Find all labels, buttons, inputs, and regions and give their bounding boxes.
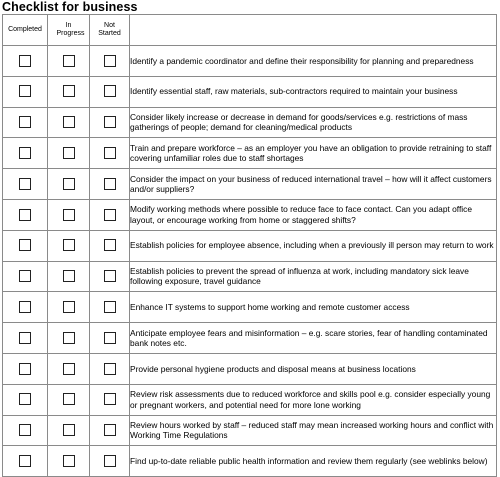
in-progress-checkbox[interactable]: [63, 363, 75, 375]
checklist-row: [3, 107, 497, 138]
task-text: Enhance IT systems to support home working and remote customer access: [130, 292, 497, 323]
cell-not-started: [90, 415, 130, 446]
cell-in-progress: [48, 446, 90, 477]
not-started-checkbox[interactable]: [104, 116, 116, 128]
completed-checkbox[interactable]: [19, 147, 31, 159]
not-started-checkbox[interactable]: [104, 147, 116, 159]
not-started-checkbox[interactable]: [104, 455, 116, 467]
completed-checkbox[interactable]: [19, 85, 31, 97]
cell-in-progress: [48, 261, 90, 292]
cell-completed: [3, 415, 48, 446]
completed-checkbox[interactable]: [19, 209, 31, 221]
cell-not-started: [90, 138, 130, 169]
in-progress-checkbox[interactable]: [63, 209, 75, 221]
task-text: Anticipate employee fears and misinformation – e.g. scare stories, fear of handling contaminated bank notes etc.: [130, 323, 497, 354]
task-text: Establish policies for employee absence, including when a previously ill person may return to work: [130, 230, 497, 261]
checklist-row: [3, 415, 497, 446]
checklist-row: [3, 76, 497, 107]
task-text: Consider likely increase or decrease in demand for goods/services e.g. restrictions of mass gatherings of people; demand for cleaning/medical products: [130, 107, 497, 138]
cell-not-started: [90, 384, 130, 415]
cell-completed: [3, 199, 48, 230]
task-text: Establish policies to prevent the spread of influenza at work, including mandatory sick leave following exposure, travel guidance: [130, 261, 497, 292]
completed-checkbox[interactable]: [19, 116, 31, 128]
header-task: [130, 15, 497, 46]
in-progress-checkbox[interactable]: [63, 116, 75, 128]
task-text: Identify essential staff, raw materials, sub-contractors required to maintain your business: [130, 76, 497, 107]
task-text: Find up-to-date reliable public health information and review them regularly (see weblinks below): [130, 446, 497, 477]
cell-in-progress: [48, 353, 90, 384]
cell-not-started: [90, 199, 130, 230]
checklist-row: [3, 169, 497, 200]
cell-in-progress: [48, 76, 90, 107]
in-progress-checkbox[interactable]: [63, 239, 75, 251]
in-progress-checkbox[interactable]: [63, 178, 75, 190]
task-text: Modify working methods where possible to reduce face to face contact. Can you adapt office layout, or encourage working from home or staggered shifts?: [130, 199, 497, 230]
cell-not-started: [90, 292, 130, 323]
completed-checkbox[interactable]: [19, 455, 31, 467]
cell-completed: [3, 230, 48, 261]
cell-completed: [3, 353, 48, 384]
not-started-checkbox[interactable]: [104, 178, 116, 190]
task-text: Consider the impact on your business of reduced international travel – how will it affect customers and/or suppliers?: [130, 169, 497, 200]
not-started-checkbox[interactable]: [104, 332, 116, 344]
completed-checkbox[interactable]: [19, 239, 31, 251]
task-text: Provide personal hygiene products and disposal means at business locations: [130, 353, 497, 384]
cell-completed: [3, 292, 48, 323]
not-started-checkbox[interactable]: [104, 239, 116, 251]
cell-not-started: [90, 169, 130, 200]
cell-completed: [3, 46, 48, 77]
page-title: Checklist for business: [2, 0, 138, 14]
cell-in-progress: [48, 292, 90, 323]
cell-in-progress: [48, 199, 90, 230]
not-started-checkbox[interactable]: [104, 424, 116, 436]
checklist-row: [3, 138, 497, 169]
cell-completed: [3, 261, 48, 292]
checklist-rows: [3, 46, 497, 477]
completed-checkbox[interactable]: [19, 332, 31, 344]
cell-in-progress: [48, 107, 90, 138]
checklist-row: [3, 446, 497, 477]
cell-in-progress: [48, 323, 90, 354]
not-started-checkbox[interactable]: [104, 85, 116, 97]
cell-not-started: [90, 261, 130, 292]
not-started-checkbox[interactable]: [104, 363, 116, 375]
header-not-started: Not Started: [90, 15, 130, 46]
cell-not-started: [90, 446, 130, 477]
checklist-row: [3, 46, 497, 77]
checklist-row: [3, 261, 497, 292]
not-started-checkbox[interactable]: [104, 301, 116, 313]
in-progress-checkbox[interactable]: [63, 393, 75, 405]
checklist-row: [3, 384, 497, 415]
cell-not-started: [90, 76, 130, 107]
in-progress-checkbox[interactable]: [63, 301, 75, 313]
completed-checkbox[interactable]: [19, 424, 31, 436]
in-progress-checkbox[interactable]: [63, 455, 75, 467]
in-progress-checkbox[interactable]: [63, 270, 75, 282]
not-started-checkbox[interactable]: [104, 209, 116, 221]
cell-in-progress: [48, 384, 90, 415]
cell-in-progress: [48, 169, 90, 200]
checklist-row: [3, 292, 497, 323]
not-started-checkbox[interactable]: [104, 55, 116, 67]
header-in-progress: In Progress: [48, 15, 90, 46]
checklist-row: [3, 353, 497, 384]
cell-in-progress: [48, 138, 90, 169]
task-text: Review hours worked by staff – reduced staff may mean increased working hours and conflict with Working Time Regulations: [130, 415, 497, 446]
in-progress-checkbox[interactable]: [63, 424, 75, 436]
completed-checkbox[interactable]: [19, 270, 31, 282]
checklist-row: [3, 323, 497, 354]
in-progress-checkbox[interactable]: [63, 147, 75, 159]
cell-in-progress: [48, 230, 90, 261]
header-row: [3, 15, 497, 46]
in-progress-checkbox[interactable]: [63, 55, 75, 67]
completed-checkbox[interactable]: [19, 178, 31, 190]
cell-not-started: [90, 353, 130, 384]
checklist-row: [3, 230, 497, 261]
cell-completed: [3, 76, 48, 107]
not-started-checkbox[interactable]: [104, 393, 116, 405]
cell-completed: [3, 323, 48, 354]
completed-checkbox[interactable]: [19, 55, 31, 67]
completed-checkbox[interactable]: [19, 301, 31, 313]
cell-not-started: [90, 230, 130, 261]
cell-completed: [3, 384, 48, 415]
cell-in-progress: [48, 415, 90, 446]
in-progress-checkbox[interactable]: [63, 85, 75, 97]
cell-in-progress: [48, 46, 90, 77]
task-text: Train and prepare workforce – as an employer you have an obligation to provide retraining to staff covering unfamiliar roles due to staff shortages: [130, 138, 497, 169]
cell-not-started: [90, 46, 130, 77]
completed-checkbox[interactable]: [19, 363, 31, 375]
cell-completed: [3, 138, 48, 169]
cell-not-started: [90, 107, 130, 138]
checklist-row: [3, 199, 497, 230]
cell-completed: [3, 107, 48, 138]
not-started-checkbox[interactable]: [104, 270, 116, 282]
checklist-table: [2, 14, 497, 477]
cell-completed: [3, 446, 48, 477]
header-completed: Completed: [3, 15, 48, 46]
in-progress-checkbox[interactable]: [63, 332, 75, 344]
completed-checkbox[interactable]: [19, 393, 31, 405]
cell-completed: [3, 169, 48, 200]
task-text: Identify a pandemic coordinator and define their responsibility for planning and preparedness: [130, 46, 497, 77]
cell-not-started: [90, 323, 130, 354]
task-text: Review risk assessments due to reduced workforce and skills pool e.g. consider especially young or pregnant workers, and potential need for more lone working: [130, 384, 497, 415]
